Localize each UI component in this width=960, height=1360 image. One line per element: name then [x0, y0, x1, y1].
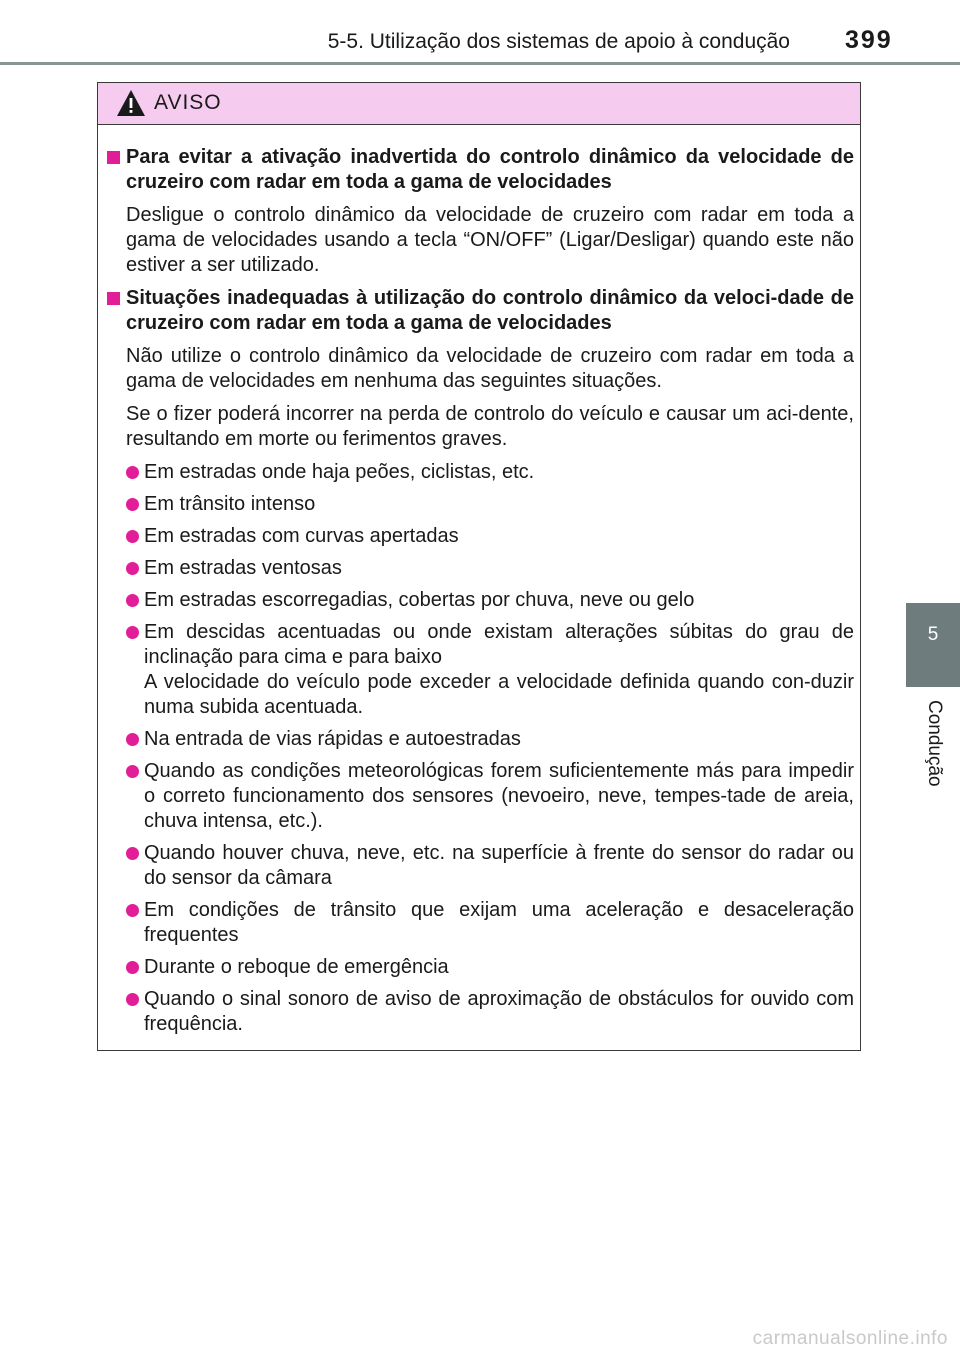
list-item — [106, 556, 854, 581]
section-title: 5-5. Utilização dos sistemas de apoio à condução — [327, 30, 790, 53]
list-item — [106, 987, 854, 1037]
list-item-text: Em estradas onde haja peões, ciclistas, etc. — [144, 461, 535, 483]
situations-list — [106, 460, 854, 1037]
warning-box — [97, 82, 861, 1051]
list-item — [106, 620, 854, 720]
section-heading-text: Para evitar a ativação inadvertida do controlo dinâmico da velocidade de cruzeiro com radar em toda a gama de velocidades — [126, 146, 854, 193]
round-bullet-icon — [126, 765, 139, 778]
header-divider — [0, 62, 960, 65]
list-item — [106, 955, 854, 980]
warning-content — [106, 145, 854, 1044]
round-bullet-icon — [126, 961, 139, 974]
list-item — [106, 524, 854, 549]
list-item — [106, 460, 854, 485]
round-bullet-icon — [126, 498, 139, 511]
round-bullet-icon — [126, 904, 139, 917]
section-paragraph: Não utilize o controlo dinâmico da velocidade de cruzeiro com radar em toda a gama de velocidades em nenhuma das seguintes situações. — [126, 345, 854, 392]
list-item-text: Quando as condições meteorológicas forem suficientemente más para impedir o correto funcionamento dos sensores (nevoeiro, neve, tempes-tade de areia, chuva intensa, etc.). — [144, 760, 854, 832]
watermark[interactable]: carmanualsonline.info — [752, 1328, 948, 1349]
section-paragraph: Desligue o controlo dinâmico da velocidade de cruzeiro com radar em toda a gama de velocidades usando a tecla “ON/OFF” (Ligar/Desligar) quando este não estiver a ser utilizado. — [126, 204, 854, 276]
round-bullet-icon — [126, 594, 139, 607]
warning-title: AVISO — [154, 91, 222, 114]
warning-triangle-icon — [116, 89, 146, 117]
round-bullet-icon — [126, 530, 139, 543]
section-paragraph: Se o fizer poderá incorrer na perda de controlo do veículo e causar um aci-dente, resultando em morte ou ferimentos graves. — [126, 403, 854, 450]
square-bullet-icon — [107, 292, 120, 305]
list-item-text: Em condições de trânsito que exijam uma aceleração e desaceleração frequentes — [144, 899, 854, 946]
section-heading — [106, 145, 854, 195]
round-bullet-icon — [126, 733, 139, 746]
page-number: 399 — [845, 26, 893, 54]
round-bullet-icon — [126, 993, 139, 1006]
list-item-text: Em descidas acentuadas ou onde existam alterações súbitas do grau de inclinação para cima e para baixo — [144, 621, 854, 668]
list-item — [106, 841, 854, 891]
list-item-note: A velocidade do veículo pode exceder a velocidade definida quando con-duzir numa subida acentuada. — [144, 671, 854, 718]
list-item-text: Em estradas ventosas — [144, 557, 342, 579]
list-item-text: Em trânsito intenso — [144, 493, 316, 515]
list-item-text: Na entrada de vias rápidas e autoestradas — [144, 728, 521, 750]
list-item-text: Em estradas com curvas apertadas — [144, 525, 459, 547]
list-item — [106, 898, 854, 948]
list-item-text: Em estradas escorregadias, cobertas por chuva, neve ou gelo — [144, 589, 695, 611]
section-inadvertent-activation — [106, 145, 854, 278]
section-heading-text: Situações inadequadas à utilização do controlo dinâmico da veloci-dade de cruzeiro com radar em toda a gama de velocidades — [126, 287, 854, 334]
list-item-text: Quando houver chuva, neve, etc. na superfície à frente do sensor do radar ou do sensor da câmara — [144, 842, 854, 889]
round-bullet-icon — [126, 562, 139, 575]
list-item — [106, 492, 854, 517]
round-bullet-icon — [126, 847, 139, 860]
list-item-text: Quando o sinal sonoro de aviso de aproximação de obstáculos for ouvido com frequência. — [144, 988, 854, 1035]
list-item — [106, 759, 854, 834]
list-item-text: Durante o reboque de emergência — [144, 956, 449, 978]
section-inadequate-situations — [106, 286, 854, 1037]
round-bullet-icon — [126, 626, 139, 639]
warning-header — [98, 83, 860, 125]
list-item — [106, 588, 854, 613]
square-bullet-icon — [107, 151, 120, 164]
page-header — [0, 0, 960, 64]
round-bullet-icon — [126, 466, 139, 479]
chapter-number: 5 — [927, 624, 939, 645]
list-item — [106, 727, 854, 752]
chapter-label: Condução — [924, 700, 945, 787]
section-heading — [106, 286, 854, 336]
